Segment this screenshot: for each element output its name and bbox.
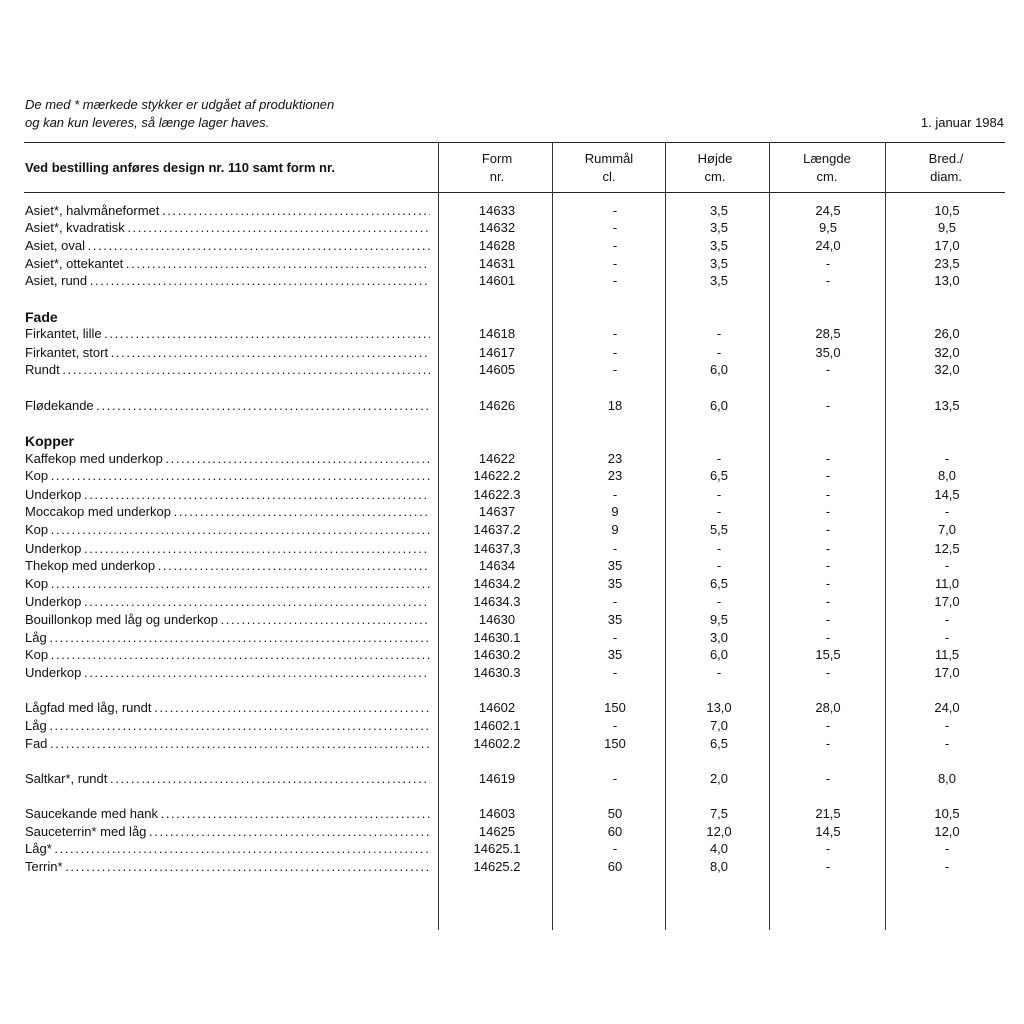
cell-form: 14622.3 <box>473 487 521 502</box>
cell-form: 14634 <box>478 558 516 573</box>
item-name: Kaffekop med underkop . . . <box>25 450 430 468</box>
table-row <box>0 735 1024 753</box>
item-name: Underkop . . . <box>25 486 430 504</box>
cell-form: 14630 <box>478 612 516 627</box>
cell-bred: 26,0 <box>934 326 960 341</box>
cell-rum: 9 <box>611 504 619 519</box>
cell-rum: - <box>612 487 618 502</box>
col-header-line: cm. <box>704 169 726 184</box>
table-row <box>0 575 1024 593</box>
cell-laengde: - <box>825 273 831 288</box>
cell-rum: 35 <box>607 612 623 627</box>
cell-laengde: - <box>825 841 831 856</box>
cell-form: 14631 <box>478 256 516 271</box>
cell-form: 14603 <box>478 806 516 821</box>
cell-hoejde: 7,0 <box>709 718 729 733</box>
cell-hoejde: - <box>716 558 722 573</box>
item-name: Moccakop med underkop . . . <box>25 503 430 521</box>
cell-laengde: 35,0 <box>815 345 841 360</box>
cell-form: 14605 <box>478 362 516 377</box>
cell-bred: - <box>944 612 950 627</box>
cell-hoejde: 3,5 <box>709 203 729 218</box>
cell-bred: 9,5 <box>937 220 957 235</box>
order-instruction-header: Ved bestilling anføres design nr. 110 samt form nr. <box>25 160 335 175</box>
table-row <box>0 823 1024 841</box>
table-row <box>0 540 1024 558</box>
item-name: Asiet, oval . . . <box>25 237 430 255</box>
cell-laengde: 9,5 <box>818 220 838 235</box>
cell-laengde: 15,5 <box>815 647 841 662</box>
cell-hoejde: - <box>716 594 722 609</box>
cell-hoejde: 12,0 <box>706 824 732 839</box>
cell-form: 14602.2 <box>473 736 521 751</box>
item-name: Underkop . . . <box>25 540 430 558</box>
cell-rum: 18 <box>607 398 623 413</box>
cell-rum: - <box>612 238 618 253</box>
cell-laengde: - <box>825 558 831 573</box>
cell-bred: 7,0 <box>937 522 957 537</box>
cell-bred: 12,0 <box>934 824 960 839</box>
cell-bred: - <box>944 558 950 573</box>
item-name: Låg* . . . <box>25 840 430 858</box>
cell-laengde: - <box>825 859 831 874</box>
cell-bred: 10,5 <box>934 203 960 218</box>
cell-form: 14630.1 <box>473 630 521 645</box>
cell-hoejde: 3,5 <box>709 256 729 271</box>
cell-bred: 8,0 <box>937 468 957 483</box>
cell-rum: - <box>612 841 618 856</box>
cell-hoejde: - <box>716 487 722 502</box>
cell-form: 14630.2 <box>473 647 521 662</box>
cell-hoejde: 2,0 <box>709 771 729 786</box>
cell-laengde: - <box>825 576 831 591</box>
cell-rum: - <box>612 718 618 733</box>
cell-laengde: - <box>825 541 831 556</box>
table-row <box>0 717 1024 735</box>
cell-hoejde: 4,0 <box>709 841 729 856</box>
cell-rum: 35 <box>607 576 623 591</box>
table-row <box>0 361 1024 379</box>
cell-bred: 17,0 <box>934 238 960 253</box>
item-name: Kop . . . <box>25 646 430 664</box>
cell-laengde: - <box>825 736 831 751</box>
cell-laengde: - <box>825 665 831 680</box>
cell-form: 14637 <box>478 504 516 519</box>
cell-hoejde: 8,0 <box>709 859 729 874</box>
cell-rum: - <box>612 326 618 341</box>
cell-bred: 24,0 <box>934 700 960 715</box>
cell-bred: 8,0 <box>937 771 957 786</box>
table-row <box>0 770 1024 788</box>
item-name: Flødekande . . . <box>25 397 430 415</box>
cell-hoejde: - <box>716 326 722 341</box>
cell-hoejde: - <box>716 504 722 519</box>
cell-bred: 11,0 <box>934 576 960 591</box>
note-line-1: De med * mærkede stykker er udgået af produktionen <box>25 97 335 112</box>
cell-form: 14630.3 <box>473 665 521 680</box>
cell-laengde: 24,5 <box>815 203 841 218</box>
section-heading <box>0 432 1024 450</box>
table-row <box>0 503 1024 521</box>
cell-laengde: - <box>825 256 831 271</box>
cell-hoejde: 6,0 <box>709 362 729 377</box>
cell-hoejde: 3,0 <box>709 630 729 645</box>
cell-hoejde: 3,5 <box>709 273 729 288</box>
item-name: Kop . . . <box>25 575 430 593</box>
cell-rum: - <box>612 630 618 645</box>
item-name: Låg . . . <box>25 629 430 647</box>
note-line-2: og kan kun leveres, så længe lager haves. <box>25 115 270 130</box>
col-header-line: cl. <box>602 169 616 184</box>
item-name: Sauceterrin* med låg . . . <box>25 823 430 841</box>
cell-laengde: - <box>825 504 831 519</box>
table-row <box>0 858 1024 876</box>
cell-laengde: 24,0 <box>815 238 841 253</box>
cell-rum: - <box>612 665 618 680</box>
cell-rum: - <box>612 273 618 288</box>
table-row <box>0 646 1024 664</box>
cell-form: 14617 <box>478 345 516 360</box>
cell-hoejde: - <box>716 665 722 680</box>
table-row <box>0 237 1024 255</box>
cell-laengde: - <box>825 771 831 786</box>
table-row <box>0 202 1024 220</box>
col-header-line: nr. <box>489 169 505 184</box>
cell-rum: 9 <box>611 522 619 537</box>
cell-rum: 150 <box>604 736 626 751</box>
cell-bred: - <box>944 841 950 856</box>
cell-form: 14628 <box>478 238 516 253</box>
cell-hoejde: 7,5 <box>709 806 729 821</box>
item-name: Asiet*, ottekantet . . . <box>25 255 430 273</box>
table-row <box>0 397 1024 415</box>
cell-bred: 32,0 <box>934 345 960 360</box>
cell-form: 14634.2 <box>473 576 521 591</box>
cell-form: 14637,3 <box>473 541 521 556</box>
cell-rum: 35 <box>607 558 623 573</box>
cell-form: 14619 <box>478 771 516 786</box>
cell-laengde: 14,5 <box>815 824 841 839</box>
cell-laengde: - <box>825 398 831 413</box>
cell-form: 14602.1 <box>473 718 521 733</box>
cell-hoejde: 5,5 <box>709 522 729 537</box>
cell-form: 14634.3 <box>473 594 521 609</box>
item-name: Thekop med underkop . . . <box>25 557 430 575</box>
cell-rum: 23 <box>607 468 623 483</box>
cell-hoejde: - <box>716 541 722 556</box>
cell-rum: - <box>612 220 618 235</box>
cell-bred: 17,0 <box>934 594 960 609</box>
table-row <box>0 219 1024 237</box>
cell-rum: 23 <box>607 451 623 466</box>
section-heading <box>0 308 1024 326</box>
cell-bred: 12,5 <box>934 541 960 556</box>
cell-rum: - <box>612 771 618 786</box>
cell-bred: 23,5 <box>934 256 960 271</box>
cell-rum: - <box>612 594 618 609</box>
cell-form: 14625 <box>478 824 516 839</box>
cell-laengde: - <box>825 718 831 733</box>
cell-laengde: - <box>825 594 831 609</box>
cell-laengde: 21,5 <box>815 806 841 821</box>
cell-rum: - <box>612 256 618 271</box>
cell-hoejde: - <box>716 345 722 360</box>
col-header-line: Bred./ <box>928 151 964 166</box>
table-row <box>0 664 1024 682</box>
cell-form: 14633 <box>478 203 516 218</box>
cell-rum: - <box>612 541 618 556</box>
cell-bred: 10,5 <box>934 806 960 821</box>
section-title: Kopper <box>25 433 74 449</box>
cell-rum: 60 <box>607 824 623 839</box>
cell-rum: 35 <box>607 647 623 662</box>
table-row <box>0 450 1024 468</box>
col-header-line: Højde <box>697 151 733 166</box>
cell-rum: - <box>612 362 618 377</box>
col-header-line: Længde <box>803 151 851 166</box>
cell-form: 14602 <box>478 700 516 715</box>
cell-form: 14622 <box>478 451 516 466</box>
item-name: Lågfad med låg, rundt . . . <box>25 699 430 717</box>
cell-laengde: - <box>825 612 831 627</box>
cell-bred: 17,0 <box>934 665 960 680</box>
item-name: Saltkar*, rundt . . . <box>25 770 430 788</box>
cell-bred: - <box>944 718 950 733</box>
cell-bred: 13,5 <box>934 398 960 413</box>
item-name: Bouillonkop med låg og underkop . . . <box>25 611 430 629</box>
cell-bred: - <box>944 630 950 645</box>
col-header-line: cm. <box>816 169 838 184</box>
item-name: Asiet*, kvadratisk . . . <box>25 219 430 237</box>
table-row <box>0 467 1024 485</box>
cell-rum: 50 <box>607 806 623 821</box>
cell-bred: - <box>944 504 950 519</box>
cell-bred: - <box>944 451 950 466</box>
cell-form: 14637.2 <box>473 522 521 537</box>
cell-hoejde: 6,5 <box>709 576 729 591</box>
cell-form: 14622.2 <box>473 468 521 483</box>
table-row <box>0 557 1024 575</box>
item-name: Terrin* . . . <box>25 858 430 876</box>
cell-bred: 14,5 <box>934 487 960 502</box>
cell-form: 14601 <box>478 273 516 288</box>
cell-hoejde: 6,5 <box>709 468 729 483</box>
item-name: Firkantet, lille . . . <box>25 325 430 343</box>
item-name: Asiet, rund . . . <box>25 272 430 290</box>
document-date: 1. januar 1984 <box>920 115 1004 130</box>
cell-bred: 32,0 <box>934 362 960 377</box>
item-name: Fad . . . <box>25 735 430 753</box>
item-name: Saucekande med hank . . . <box>25 805 430 823</box>
cell-rum: 150 <box>604 700 626 715</box>
cell-laengde: - <box>825 468 831 483</box>
table-row <box>0 805 1024 823</box>
item-name: Asiet*, halvmåneformet . . . <box>25 202 430 220</box>
item-name: Firkantet, stort . . . <box>25 344 430 362</box>
cell-bred: - <box>944 859 950 874</box>
cell-laengde: - <box>825 522 831 537</box>
cell-form: 14625.1 <box>473 841 521 856</box>
cell-bred: - <box>944 736 950 751</box>
cell-form: 14618 <box>478 326 516 341</box>
cell-form: 14626 <box>478 398 516 413</box>
col-header-line: diam. <box>930 169 962 184</box>
table-row <box>0 521 1024 539</box>
cell-form: 14625.2 <box>473 859 521 874</box>
cell-bred: 11,5 <box>934 647 960 662</box>
cell-hoejde: 3,5 <box>709 220 729 235</box>
cell-hoejde: 9,5 <box>709 612 729 627</box>
cell-laengde: 28,0 <box>815 700 841 715</box>
item-name: Kop . . . <box>25 467 430 485</box>
cell-hoejde: 6,5 <box>709 736 729 751</box>
col-header-line: Form <box>481 151 513 166</box>
item-name: Underkop . . . <box>25 664 430 682</box>
cell-laengde: 28,5 <box>815 326 841 341</box>
item-name: Kop . . . <box>25 521 430 539</box>
table-row <box>0 255 1024 273</box>
table-row <box>0 344 1024 362</box>
table-row <box>0 699 1024 717</box>
cell-hoejde: 13,0 <box>706 700 732 715</box>
item-name: Rundt . . . <box>25 361 430 379</box>
cell-rum: - <box>612 203 618 218</box>
table-row <box>0 593 1024 611</box>
cell-laengde: - <box>825 451 831 466</box>
item-name: Låg . . . <box>25 717 430 735</box>
cell-rum: 60 <box>607 859 623 874</box>
section-title: Fade <box>25 309 58 325</box>
table-row <box>0 629 1024 647</box>
cell-rum: - <box>612 345 618 360</box>
table-row <box>0 611 1024 629</box>
table-row <box>0 325 1024 343</box>
cell-hoejde: 3,5 <box>709 238 729 253</box>
item-name: Underkop . . . <box>25 593 430 611</box>
table-row <box>0 840 1024 858</box>
cell-laengde: - <box>825 487 831 502</box>
table-row <box>0 272 1024 290</box>
cell-hoejde: - <box>716 451 722 466</box>
cell-form: 14632 <box>478 220 516 235</box>
cell-hoejde: 6,0 <box>709 398 729 413</box>
cell-laengde: - <box>825 362 831 377</box>
cell-hoejde: 6,0 <box>709 647 729 662</box>
table-row <box>0 486 1024 504</box>
col-header-line: Rummål <box>584 151 634 166</box>
cell-bred: 13,0 <box>934 273 960 288</box>
cell-laengde: - <box>825 630 831 645</box>
